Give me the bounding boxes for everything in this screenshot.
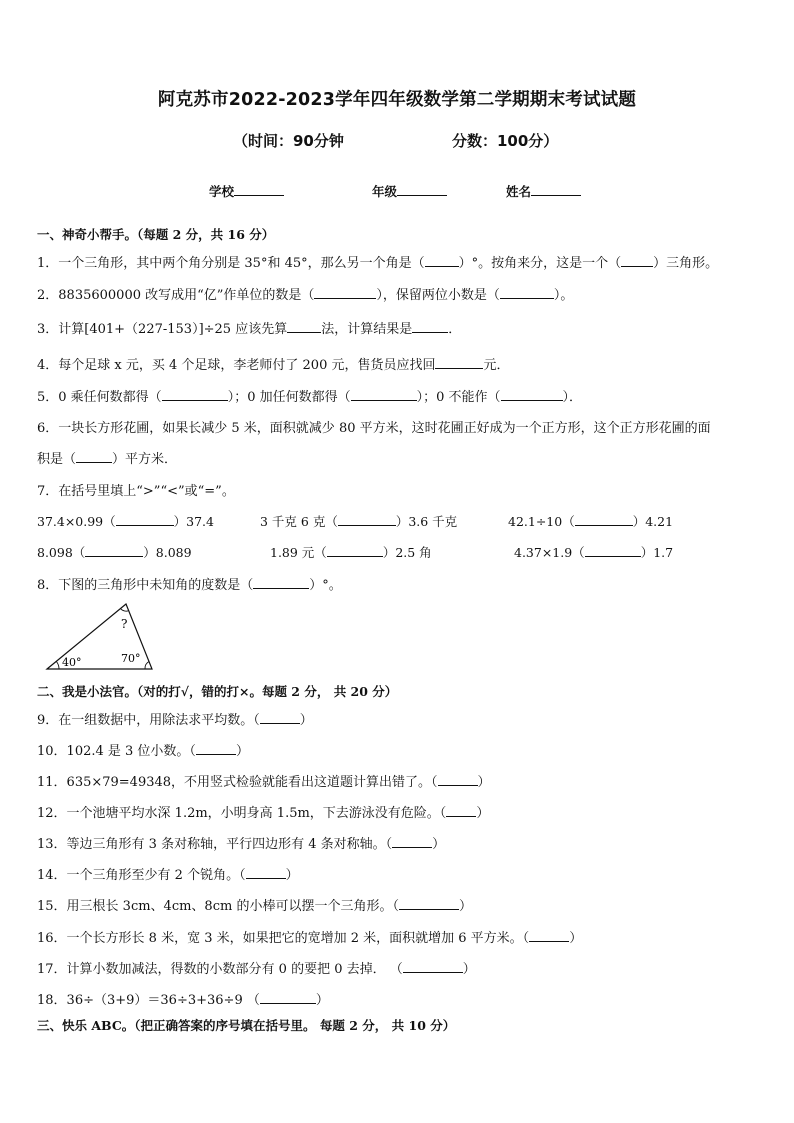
exam-time: （时间：90分钟	[233, 132, 344, 150]
q8-blank-1[interactable]	[253, 576, 309, 589]
judge-close: ）	[569, 931, 583, 946]
q2-text-b: ），保留两位小数是（	[376, 288, 500, 303]
judge-blank[interactable]	[246, 866, 286, 879]
judge-item	[37, 771, 491, 790]
judge-text: 14．一个三角形至少有 2 个锐角。（	[37, 868, 246, 883]
judge-blank[interactable]	[196, 742, 236, 755]
exam-score: 分数：100分）	[452, 132, 559, 150]
judge-item	[37, 802, 489, 821]
q2-text-c: ）。	[553, 288, 574, 303]
cmp-item	[260, 512, 457, 530]
cmp-item	[270, 543, 432, 561]
q1-blank-2[interactable]	[621, 254, 653, 267]
q5-text-d: ）．	[562, 390, 583, 405]
q5-blank-1[interactable]	[162, 388, 228, 401]
grade-field	[372, 182, 447, 200]
judge-close: ）	[477, 775, 491, 790]
judge-item	[37, 833, 445, 852]
q1-text-a: 1．一个三角形，其中两个角分别是 35°和 45°，那么另一个角是（	[37, 256, 425, 271]
cmp-left: 3 千克 6 克（	[260, 514, 338, 529]
cmp-left: 37.4×0.99（	[37, 514, 116, 529]
q2-blank-2[interactable]	[500, 286, 554, 299]
judge-text: 18．36÷（3+9）＝36÷3+36÷9 （	[37, 993, 260, 1008]
judge-blank[interactable]	[529, 929, 569, 942]
q5-text-c: ）；0 不能作（	[416, 390, 501, 405]
q5-text-a: 5．0 乘任何数都得（	[37, 390, 162, 405]
angle-label-unknown: ?	[121, 617, 128, 631]
cmp-item	[514, 543, 673, 561]
q3-text-a: 3．计算[401+（227-153）]÷25 应该先算	[37, 322, 288, 337]
q6-blank-1[interactable]	[76, 450, 112, 463]
judge-blank[interactable]	[399, 897, 459, 910]
q2-text-a: 2．8835600000 改写成用“亿”作单位的数是（	[37, 288, 315, 303]
judge-text: 13．等边三角形有 3 条对称轴，平行四边形有 4 条对称轴。（	[37, 837, 393, 852]
cmp-item	[37, 543, 192, 561]
cmp-blank[interactable]	[85, 544, 143, 557]
question-6-line2	[37, 448, 177, 467]
cmp-right: ）2.5 角	[382, 545, 432, 560]
cmp-left: 4.37×1.9（	[514, 545, 585, 560]
cmp-right: ）4.21	[632, 514, 674, 529]
q4-text-a: 4．每个足球 x 元，买 4 个足球，李老师付了 200 元，售货员应找回	[37, 358, 436, 373]
section1-heading: 一、神奇小帮手。（每题 2 分，共 16 分）	[37, 227, 275, 242]
q8-text-b: ）°。	[309, 578, 342, 593]
judge-item	[37, 958, 476, 977]
q5-blank-3[interactable]	[501, 388, 563, 401]
judge-text: 15．用三根长 3cm、4cm、8cm 的小棒可以摆一个三角形。（	[37, 899, 399, 914]
judge-close: ）	[462, 962, 476, 977]
q8-text-a: 8．下图的三角形中未知角的度数是（	[37, 578, 254, 593]
judge-close: ）	[432, 837, 446, 852]
grade-label: 年级	[372, 184, 398, 199]
judge-close: ）	[299, 713, 313, 728]
q3-text-b: 法，计算结果是	[321, 322, 413, 337]
judge-text: 16．一个长方形长 8 米，宽 3 米，如果把它的宽增加 2 米，面积就增加 6 平方米。（	[37, 931, 530, 946]
angle-arc-right	[145, 662, 149, 670]
judge-item	[37, 895, 472, 914]
section3-heading: 三、快乐 ABC。（把正确答案的序号填在括号里。 每题 2 分， 共 10 分）	[37, 1018, 456, 1033]
q5-blank-2[interactable]	[351, 388, 417, 401]
judge-close: ）	[235, 744, 249, 759]
page-title: 阿克苏市2022-2023学年四年级数学第二学期期末考试试题	[157, 90, 637, 110]
school-blank[interactable]	[234, 183, 284, 196]
judge-close: ）	[285, 868, 299, 883]
angle-label-right: 70°	[121, 652, 141, 665]
cmp-right: ）1.7	[640, 545, 674, 560]
q3-blank-2[interactable]	[412, 320, 448, 333]
judge-blank[interactable]	[438, 773, 478, 786]
judge-item	[37, 864, 299, 883]
judge-blank[interactable]	[446, 804, 476, 817]
judge-blank[interactable]	[403, 960, 463, 973]
q4-text-b: 元．	[483, 358, 510, 373]
q4-blank-1[interactable]	[435, 356, 483, 369]
q6-text-b: 积是（	[37, 452, 77, 467]
judge-item	[37, 927, 582, 946]
question-2	[37, 284, 573, 303]
cmp-blank[interactable]	[575, 513, 633, 526]
cmp-right: ）8.089	[143, 545, 192, 560]
question-5	[37, 386, 582, 405]
name-label: 姓名	[506, 184, 532, 199]
q3-text-c: ．	[448, 322, 462, 337]
judge-text: 10．102.4 是 3 位小数。（	[37, 744, 196, 759]
question-1	[37, 252, 718, 271]
question-4	[37, 354, 510, 373]
question-7: 7．在括号里填上“>”“<”或“=”。	[37, 484, 235, 499]
question-3	[37, 318, 461, 337]
judge-blank[interactable]	[260, 991, 316, 1004]
name-blank[interactable]	[531, 183, 581, 196]
school-field	[209, 182, 284, 200]
cmp-blank[interactable]	[327, 544, 383, 557]
cmp-item	[508, 512, 673, 530]
section2-heading: 二、我是小法官。（对的打√，错的打×。每题 2 分， 共 20 分）	[37, 684, 398, 699]
q1-blank-1[interactable]	[425, 254, 459, 267]
school-label: 学校	[209, 184, 235, 199]
cmp-item	[37, 512, 214, 530]
q5-text-b: ）；0 加任何数都得（	[227, 390, 351, 405]
judge-item	[37, 709, 313, 728]
q1-text-b: ）°。按角来分，这是一个（	[458, 256, 622, 271]
judge-blank[interactable]	[260, 711, 300, 724]
judge-text: 11．635×79=49348，不用竖式检验就能看出这道题计算出错了。（	[37, 775, 438, 790]
judge-close: ）	[315, 993, 329, 1008]
angle-arc-left	[56, 661, 59, 669]
question-8	[37, 574, 342, 593]
cmp-left: 8.098（	[37, 545, 86, 560]
q6-text-c: ）平方米．	[112, 452, 178, 467]
judge-item	[37, 989, 329, 1008]
angle-label-left: 40°	[62, 656, 82, 669]
cmp-left: 42.1÷10（	[508, 514, 575, 529]
cmp-right: ）37.4	[173, 514, 214, 529]
q1-text-c: ）三角形。	[653, 256, 719, 271]
cmp-right: ）3.6 千克	[395, 514, 458, 529]
grade-blank[interactable]	[397, 183, 447, 196]
cmp-blank[interactable]	[585, 544, 641, 557]
judge-blank[interactable]	[392, 835, 432, 848]
judge-close: ）	[458, 899, 472, 914]
judge-close: ）	[476, 806, 490, 821]
judge-text: 12．一个池塘平均水深 1.2m，小明身高 1.5m，下去游泳没有危险。（	[37, 806, 447, 821]
judge-item	[37, 740, 249, 759]
q2-blank-1[interactable]	[314, 286, 376, 299]
name-field	[506, 182, 581, 200]
triangle-figure	[42, 600, 158, 672]
judge-text: 9．在一组数据中，用除法求平均数。（	[37, 713, 260, 728]
judge-text: 17．计算小数加减法，得数的小数部分有 0 的要把 0 去掉． （	[37, 962, 403, 977]
cmp-blank[interactable]	[338, 513, 396, 526]
cmp-left: 1.89 元（	[270, 545, 327, 560]
q3-blank-1[interactable]	[287, 320, 321, 333]
cmp-blank[interactable]	[116, 513, 174, 526]
question-6-line1: 6．一块长方形花圃，如果长减少 5 米，面积就减少 80 平方米，这时花圃正好成为一个正方形，这个正方形花圃的面	[37, 421, 711, 436]
